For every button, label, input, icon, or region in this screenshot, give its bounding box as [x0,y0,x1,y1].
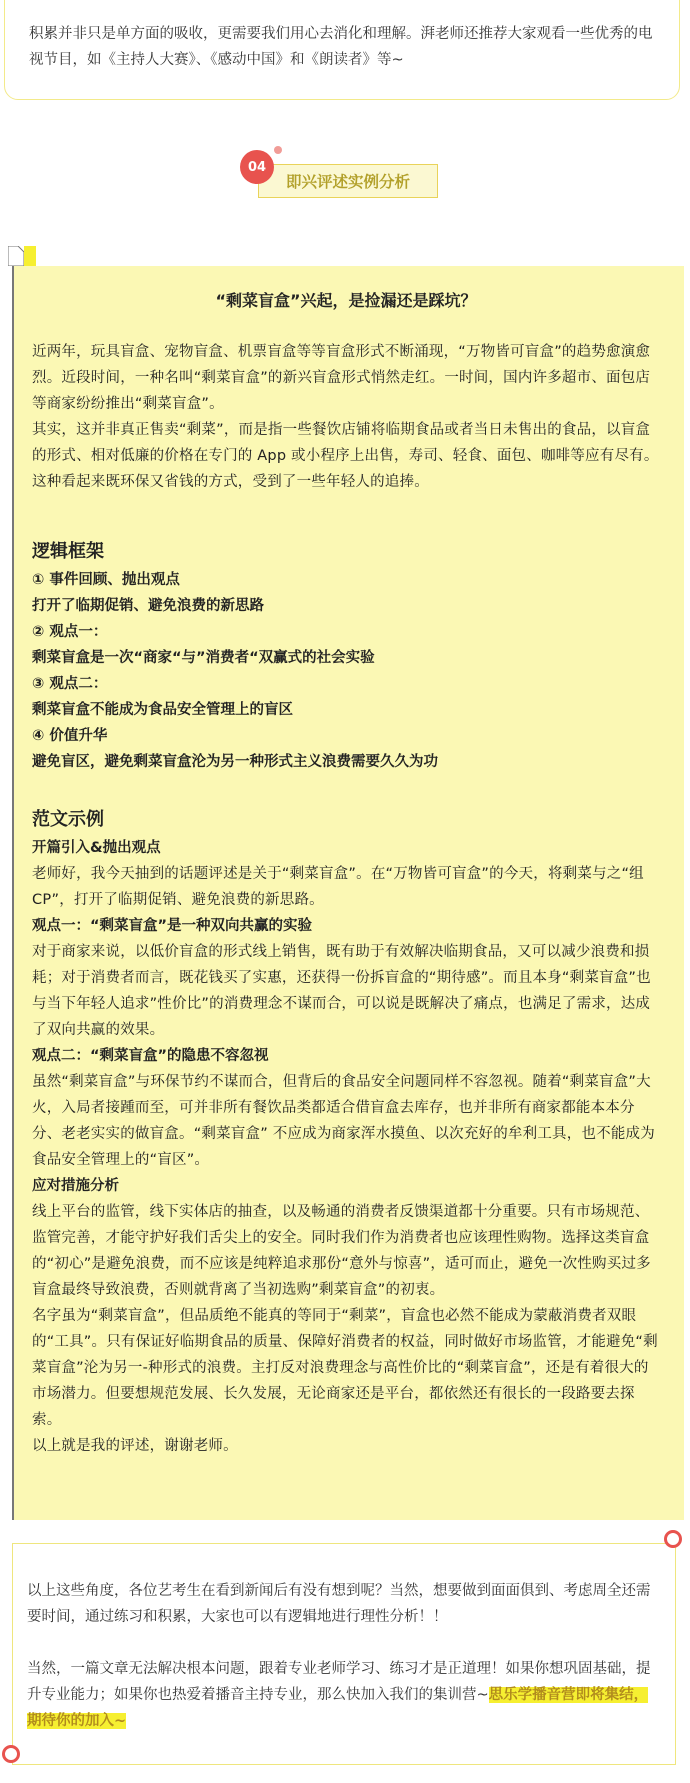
folded-corner-icon [8,246,24,266]
example-paragraph: 对于商家来说，以低价盲盒的形式线上销售，既有助于有效解决临期食品，又可以减少浪费和损耗；对于消费者而言，既花钱买了实惠，还获得一份拆盲盒的“期待感”。而且本身“剩菜盲盒”也与当下年轻人追求”性价比”的消费理念不谋而合，可以说是既解决了痛点，也满足了需求，达成了双向共赢的效果。 [32,944,651,1038]
closing-paragraph: 以上这些角度，各位艺考生在看到新闻后有没有想到呢？当然，想要做到面面俱到、考虑周全还需要时间，通过练习和积累，大家也可以有逻辑地进行理性分析！！ [27,1583,651,1625]
logic-line: ② 观点一： [32,624,108,640]
logic-line: 剩菜盲盒不能成为食品安全管理上的盲区 [32,702,293,718]
logic-line: 打开了临期促销、避免浪费的新思路 [32,598,264,614]
section-number-badge: 04 [240,150,274,184]
intro-text: 积累并非只是单方面的吸收，更需要我们用心去消化和理解。湃老师还推荐大家观看一些优秀的电视节目，如《主持人大赛》、《感动中国》和《朗读者》等~ [29,26,653,68]
example-subtitle: 应对措施分析 [32,1178,119,1194]
intro-box [4,0,680,100]
example-subtitle: 开篇引入&抛出观点 [32,840,161,856]
closing-paragraph [27,1656,659,1734]
example-paragraph: 线上平台的监管，线下实体店的抽查，以及畅通的消费者反馈渠道都十分重要。只有市场规范、监管完善，才能守护好我们舌尖上的安全。同时我们作为消费者也应该理性购物。选择这类盲盒的“初心”是避免浪费，而不应该是纯粹追求那份“意外与惊喜”，适可而止，避免一次性购买过多盲盒最终导致浪费，否则就背离了当初选购”剩菜盲盒”的初衷。 [32,1204,651,1298]
example-paragraph: 以上就是我的评述，谢谢老师。 [32,1438,238,1454]
closing-highlight: 思乐学播音营即将集结，期待你的加入~ [27,1687,649,1729]
section-title: 即兴评述实例分析 [258,164,438,198]
example-heading: 范文示例 [32,809,104,830]
example-paragraph: 老师好，我今天抽到的话题评述是关于“剩菜盲盒”。在“万物皆可盲盒”的今天，将剩菜与之“组 CP”，打开了临期促销、避免浪费的新思路。 [32,866,644,908]
logic-line: 剩菜盲盒是一次“商家“与”消费者“双赢式的社会实验 [32,650,375,666]
section-header [240,148,460,204]
example-subtitle: 观点二：“剩菜盲盒”的隐患不容忽视 [32,1048,269,1064]
logic-list [32,567,660,775]
article-paragraph: 其实，这并非真正售卖“剩菜”，而是指一些餐饮店铺将临期食品或者当日未售出的食品，以盲盒的形式、相对低廉的价格在专门的 App 或小程序上出售，寿司、轻食、面包、咖啡等应有尽有。这种看起来既环保又省钱的方式，受到了一些年轻人的追捧。 [32,422,659,490]
article [32,288,660,1459]
decorative-ring-icon [2,1745,20,1763]
logic-line: ③ 观点二： [32,676,108,692]
article-title: “剩菜盲盒”兴起，是捡漏还是踩坑？ [215,291,477,310]
article-paragraph: 近两年，玩具盲盒、宠物盲盒、机票盲盒等等盲盒形式不断涌现，“万物皆可盲盒”的趋势愈演愈烈。近段时间，一种名叫“剩菜盲盒”的新兴盲盒形式悄然走红。一时间，国内许多超市、面包店等商家纷纷推出“剩菜盲盒”。 [32,344,651,412]
logic-heading: 逻辑框架 [32,541,104,562]
corner-accent [24,246,36,266]
example-paragraph: 名字虽为“剩菜盲盒”，但品质绝不能真的等同于“剩菜”，盲盒也必然不能成为蒙蔽消费者双眼的“工具”。只有保证好临期食品的质量、保障好消费者的权益，同时做好市场监管，才能避免“剩菜盲盒”沦为另一-种形式的浪费。主打反对浪费理念与高性价比的“剩菜盲盒”，还是有着很大的市场潜力。但要想规范发展、长久发展，无论商家还是平台，都依然还有很长的一段路要去探索。 [32,1308,658,1428]
decorative-dot [274,146,282,154]
logic-line: ① 事件回顾、抛出观点 [32,572,180,588]
decorative-ring-icon [664,1530,682,1548]
logic-line: 避免盲区，避免剩菜盲盒沦为另一种形式主义浪费需要久久为功 [32,754,438,770]
closing-text: 当然，一篇文章无法解决根本问题，跟着专业老师学习、练习才是正道理！如果你想巩固基础，提升专业能力；如果你也热爱着播音主持专业，那么快加入我们的集训营~ [27,1661,651,1703]
logic-line: ④ 价值升华 [32,728,108,744]
closing-box [12,1543,676,1765]
example-subtitle: 观点一：“剩菜盲盒”是一种双向共赢的实验 [32,918,313,934]
example-paragraph: 虽然“剩菜盲盒”与环保节约不谋而合，但背后的食品安全问题同样不容忽视。随着“剩菜盲盒”大火，入局者接踵而至，可并非所有餐饮品类都适合借盲盒去库存，也并非所有商家都能本本分分、老老实实的做盲盒。“剩菜盲盒” 不应成为商家浑水摸鱼、以次充好的牟利工具，也不能成为食品安全管理上的“盲区”。 [32,1074,655,1168]
